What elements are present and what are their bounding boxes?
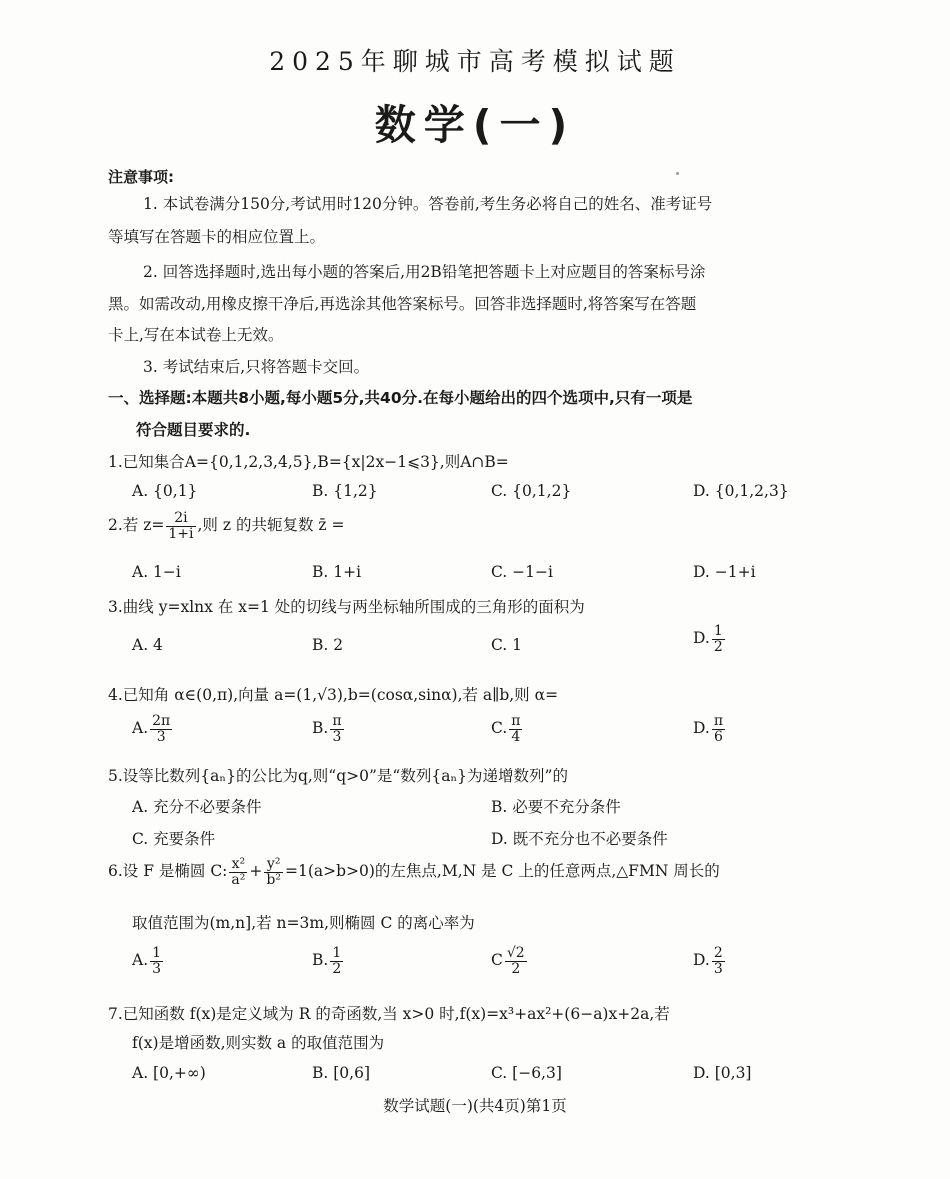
frac-num: x² [229,857,247,873]
question-2-fraction [166,511,195,541]
option-label: B. [312,719,329,738]
question-1-option-b: B. {1,2} [312,482,378,500]
question-2-option-d: D. −1+i [693,563,756,581]
question-6-option-a-fraction [150,946,163,976]
page-footer: 数学试题(一)(共4页)第1页 [383,1097,567,1115]
question-5-option-a: A. 充分不必要条件 [132,798,262,816]
section-heading-line2: 符合题目要求的. [136,421,251,439]
question-7-stem-line2: f(x)是增函数,则实数 a 的取值范围为 [132,1034,385,1052]
frac-num: y² [264,857,283,873]
question-2-option-a: A. 1−i [132,563,181,581]
question-6-stem-line1 [108,857,720,887]
frac-num: 2π [152,713,171,729]
frac-den: b² [266,871,281,888]
frac-num: 1 [152,945,162,961]
question-3-option-d-fraction [712,624,725,654]
option-label: C. [491,719,508,738]
notice-heading: 注意事项: [108,168,174,186]
question-1-stem: 1.已知集合A={0,1,2,3,4,5},B={x|2x−1⩽3},则A∩B= [108,453,509,471]
question-2-frac-num: 2i [166,511,195,527]
question-4-stem: 4.已知角 α∈(0,π),向量 a=(1,√3),b=(cosα,sinα),若 a∥b,则 α= [108,686,559,704]
frac-num: π [511,713,521,729]
frac-num: π [713,713,724,729]
option-label: D. [693,951,710,970]
question-3-option-c: C. 1 [491,636,523,654]
question-6-stem-line2: 取值范围为(m,n],若 n=3m,则椭圆 C 的离心率为 [132,914,475,932]
question-6-option-b [312,946,345,976]
question-6-option-d [693,946,727,976]
notice-item-2-line2: 黑。如需改动,用橡皮擦干净后,再选涂其他答案标号。回答非选择题时,将答案写在答题 [108,295,697,313]
frac-den: 3 [713,960,723,977]
notice-item-2-line1: 2. 回答选择题时,选出每小题的答案后,用2B铅笔把答题卡上对应题目的答案标号涂 [143,263,706,281]
option-label: C [491,951,503,970]
question-6-fraction-y [264,857,283,887]
question-7-stem-line1: 7.已知函数 f(x)是定义域为 R 的奇函数,当 x>0 时,f(x)=x³+ax²+(6−a)x+2a,若 [108,1005,670,1023]
question-1-option-d: D. {0,1,2,3} [693,482,789,500]
option-label: D. [693,629,710,648]
frac-num: √2 [506,945,525,961]
question-4-option-d [693,714,727,744]
question-5-option-d: D. 既不充分也不必要条件 [491,830,668,848]
section-heading-line1: 一、选择题:本题共8小题,每小题5分,共40分.在每小题给出的四个选项中,只有一项是 [108,389,693,407]
question-2-stem [108,511,344,541]
question-2-option-b: B. 1+i [312,563,362,581]
frac-den: 4 [511,728,521,745]
question-4-option-d-fraction [712,714,725,744]
question-4-option-a [132,714,174,744]
plus-sign: + [249,862,263,881]
question-4-option-a-fraction [150,714,172,744]
notice-item-1-line2: 等填写在答题卡的相应位置上。 [108,228,326,246]
question-6-option-c-fraction [505,946,527,976]
frac-den: a² [231,871,246,888]
exam-title: 2025年聊城市高考模拟试题 [269,47,681,76]
option-label: A. [132,951,149,970]
frac-den: 2 [511,960,521,977]
question-3-option-d [693,624,727,654]
question-6-pre: 6.设 F 是椭圆 C: [108,862,228,881]
frac-den: 6 [713,728,723,745]
frac-den: 2 [713,638,723,655]
question-6-fraction-x [229,857,247,887]
question-4-option-b [312,714,346,744]
question-2-option-c: C. −1−i [491,563,553,581]
question-7-option-a: A. [0,+∞) [132,1064,206,1082]
question-2-stem-post: ,则 z 的共轭复数 z̄ = [197,516,345,535]
question-5-stem: 5.设等比数列{aₙ}的公比为q,则“q>0”是“数列{aₙ}为递增数列”的 [108,767,568,785]
subject-title: 数学(一) [374,101,576,149]
frac-num: π [332,713,342,729]
question-6-option-b-fraction [330,946,343,976]
frac-den: 2 [332,960,342,977]
question-7-option-c: C. [−6,3] [491,1064,562,1082]
notice-item-2-line3: 卡上,写在本试卷上无效。 [108,326,284,344]
question-3-option-a: A. 4 [132,636,163,654]
question-6-post: =1(a>b>0)的左焦点,M,N 是 C 上的任意两点,△FMN 周长的 [284,862,720,881]
question-4-option-c [491,714,524,744]
question-2-stem-pre: 2.若 z= [108,516,165,535]
question-6-option-a [132,946,165,976]
question-4-option-c-fraction [509,714,522,744]
option-label: A. [132,719,149,738]
frac-den: 3 [156,728,166,745]
frac-num: 1 [713,623,723,639]
question-5-option-b: B. 必要不充分条件 [491,798,621,816]
question-7-option-b: B. [0,6] [312,1064,370,1082]
question-5-option-c: C. 充要条件 [132,830,216,848]
question-2-frac-den: 1+i [168,525,194,542]
question-1-option-a: A. {0,1} [132,482,198,500]
scan-speck [676,172,679,175]
question-3-stem: 3.曲线 y=xlnx 在 x=1 处的切线与两坐标轴所围成的三角形的面积为 [108,598,585,616]
notice-item-3: 3. 考试结束后,只将答题卡交回。 [143,358,370,376]
frac-num: 2 [713,945,723,961]
question-6-option-c [491,946,529,976]
frac-den: 3 [152,960,162,977]
question-4-option-b-fraction [330,714,343,744]
notice-item-1-line1: 1. 本试卷满分150分,考试用时120分钟。答卷前,考生务必将自己的姓名、准考证号 [143,195,713,213]
option-label: D. [693,719,710,738]
option-label: B. [312,951,329,970]
question-6-option-d-fraction [712,946,725,976]
question-1-option-c: C. {0,1,2} [491,482,572,500]
question-3-option-b: B. 2 [312,636,344,654]
question-7-option-d: D. [0,3] [693,1064,752,1082]
frac-den: 3 [332,728,342,745]
frac-num: 1 [332,945,342,961]
